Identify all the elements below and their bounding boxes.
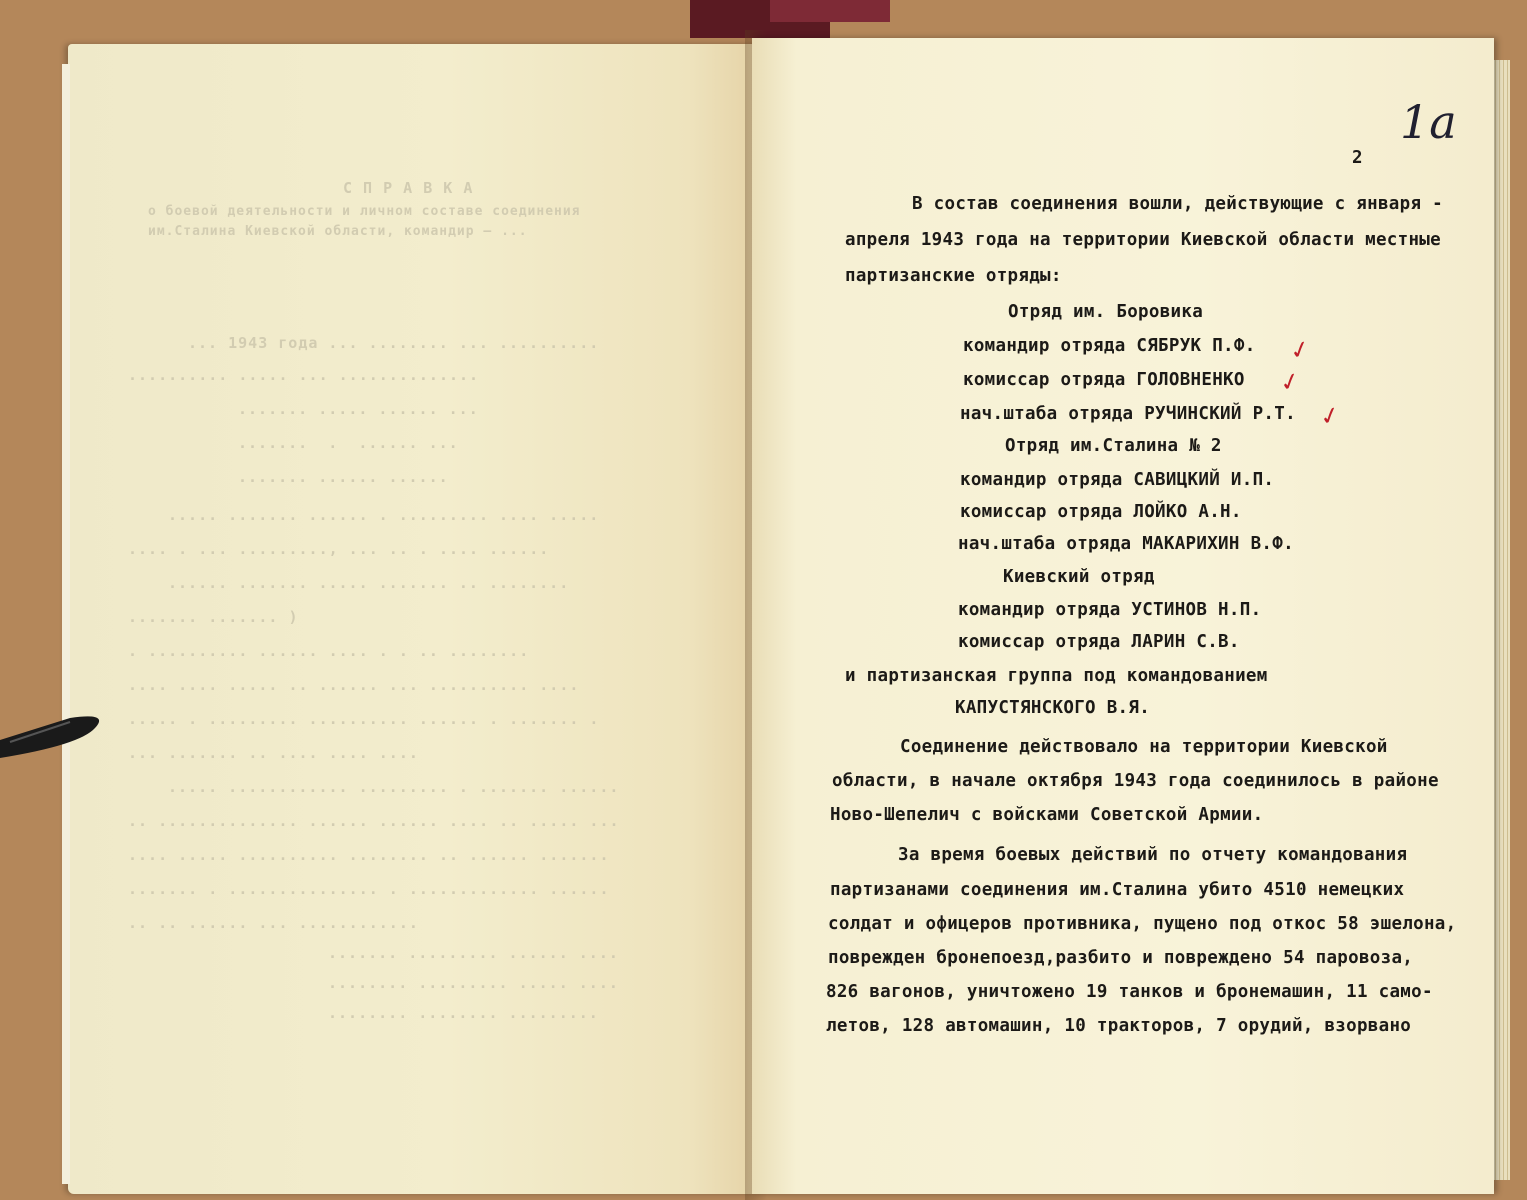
text-line: и партизанская группа под командованием <box>845 666 1268 686</box>
pen-tip <box>0 700 110 760</box>
left-page: С П Р А В К А о боевой деятельности и личном составе соединения им.Сталина Киевской области, командир — ... ... 1943 года ... ........ ... .......... .......... ..... ... .............. ....... ..... ...... ... ....... . ...... ... ....... ...... ...... ..... ....... ...... . ......... .... ..... .... . ... ........., ... .. . .... ...... ...... ....... ..... ....... .. ........ ....... ....... ) . .......... ...... .... . . .. ........ .... .... ..... .. ...... ... .......... .... ..... . ......... .......... ...... . ....... . ... ....... .. .... .... .... ..... ............ ......... . ....... ...... .. .............. ...... ...... .... .. ..... ... .... ..... .......... ........ .. ...... ....... ....... . ............... . ............. ...... .. .. ...... ... ............ ....... ......... ...... .... ........ ......... ..... .... ........ ........ ......... <box>68 44 758 1194</box>
text-line: области, в начале октября 1943 года соединилось в районе <box>832 771 1439 791</box>
text-line: За время боевых действий по отчету командования <box>898 845 1408 865</box>
text-line: Ново-Шепелич с войсками Советской Армии. <box>830 805 1264 825</box>
archive-folio-mark: 1a <box>1400 95 1457 149</box>
text-line: Киевский отряд <box>1003 567 1155 587</box>
text-line: В состав соединения вошли, действующие с января - <box>912 194 1443 214</box>
red-checkmark: ✓ <box>1316 399 1344 433</box>
text-line: партизанские отряды: <box>845 266 1062 286</box>
binder-strap-inner <box>770 0 890 22</box>
text-line: комиссар отряда ЛОЙКО А.Н. <box>960 502 1242 522</box>
text-line: солдат и офицеров противника, пущено под откос 58 эшелона, <box>828 914 1457 934</box>
text-line: Отряд им. Боровика <box>1008 302 1204 322</box>
text-line: комиссар отряда ЛАРИН С.В. <box>958 632 1240 652</box>
text-line: нач.штаба отряда МАКАРИХИН В.Ф. <box>958 534 1294 554</box>
text-line: поврежден бронепоезд,разбито и повреждено 54 паровоза, <box>828 948 1414 968</box>
red-checkmark: ✓ <box>1276 365 1304 399</box>
text-line: 826 вагонов, уничтожено 19 танков и бронемашин, 11 само- <box>826 982 1433 1002</box>
text-line: комиссар отряда ГОЛОВНЕНКО <box>963 370 1245 390</box>
text-line: командир отряда УСТИНОВ Н.П. <box>958 600 1262 620</box>
red-checkmark: ✓ <box>1286 333 1314 367</box>
text-line: КАПУСТЯНСКОГО В.Я. <box>955 698 1151 718</box>
text-line: Отряд им.Сталина № 2 <box>1005 436 1222 456</box>
text-line: апреля 1943 года на территории Киевской области местные <box>845 230 1441 250</box>
text-line: нач.штаба отряда РУЧИНСКИЙ Р.Т. <box>960 404 1296 424</box>
left-page-edge <box>62 64 70 1184</box>
text-line: партизанами соединения им.Сталина убито 4510 немецких <box>830 880 1405 900</box>
page-number: 2 <box>1352 148 1363 168</box>
text-line: летов, 128 автомашин, 10 тракторов, 7 орудий, взорвано <box>826 1016 1412 1036</box>
text-line: командир отряда СЯБРУК П.Ф. <box>963 336 1256 356</box>
text-line: Соединение действовало на территории Киевской <box>900 737 1388 757</box>
text-line: командир отряда САВИЦКИЙ И.П. <box>960 470 1275 490</box>
